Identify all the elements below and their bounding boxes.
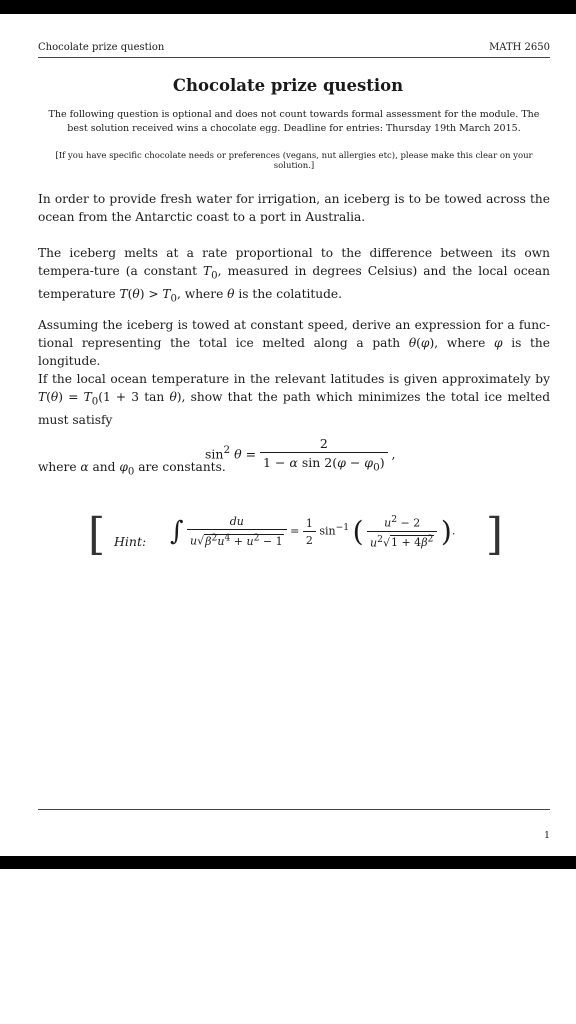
footer-rule [38,809,550,810]
paragraph-2: The iceberg melts at a rate proportional to the difference between its own tempera-ture (a constant $T_0$, measured in degrees Celsius) and the local ocean temperature $T(\theta) > T_0$, where θ is the colatitude. [38,246,551,305]
top-black-bar [0,0,576,14]
page-number: 1 [543,830,550,841]
intro-text: The following question is optional and does not count towards formal assessment for the module. The best solution received wins a chocolate egg. Deadline for entries: Thursday 19th March 2015. [48,109,540,134]
header-course-code: MATH 2650 [489,42,550,53]
paragraph-1: In order to provide fresh water for irrigation, an iceberg is to be towed across the ocean from the Antarctic coast to a port in Australia. [38,192,550,224]
document-page [0,14,576,856]
constants-note: where α and $\varphi_0$ are constants. [38,460,226,478]
equation-fraction: $\frac{2}{1 - \alpha \sin 2(\varphi - \varphi_0)}$ [260,436,388,474]
hint-left-bracket: [ [88,509,106,560]
hint-right-bracket: ] [485,509,503,560]
header-rule [38,57,550,58]
preferences-note: [If you have specific chocolate needs or preferences (vegans, nut allergies etc), please make this clear on your solution.] [55,151,533,171]
paragraph-3: Assuming the iceberg is towed at constant speed, derive an expression for a func-tional representing the total ice melted along a path θ(φ), where φ is the longitude. [38,318,550,368]
hint-integral: ∫ $\frac{du}{u√\beta^2u^4 + u^2 - 1}$ = $\frac{1}{2}$ $\sin^{-1}$ ( $\frac{u^2 - 2}{u^2√1 + 4\beta^2}$ ). [170,514,456,550]
hint-label: Hint: [114,534,147,549]
paragraph-4: If the local ocean temperature in the relevant latitudes is given approximately by $T(\theta) = T_0(1 + 3$ tan θ), show that the path which minimizes the total ice melted must satisfy [38,372,551,428]
header-title: Chocolate prize question [38,42,165,53]
page-title: Chocolate prize question [172,76,404,95]
hint-box [88,510,503,568]
bottom-black-bar [0,856,576,869]
path-equation: $\sin^2 \theta$ = $\frac{2}{1 - \alpha \sin 2(\varphi - \varphi_0)}$ , [205,436,396,474]
